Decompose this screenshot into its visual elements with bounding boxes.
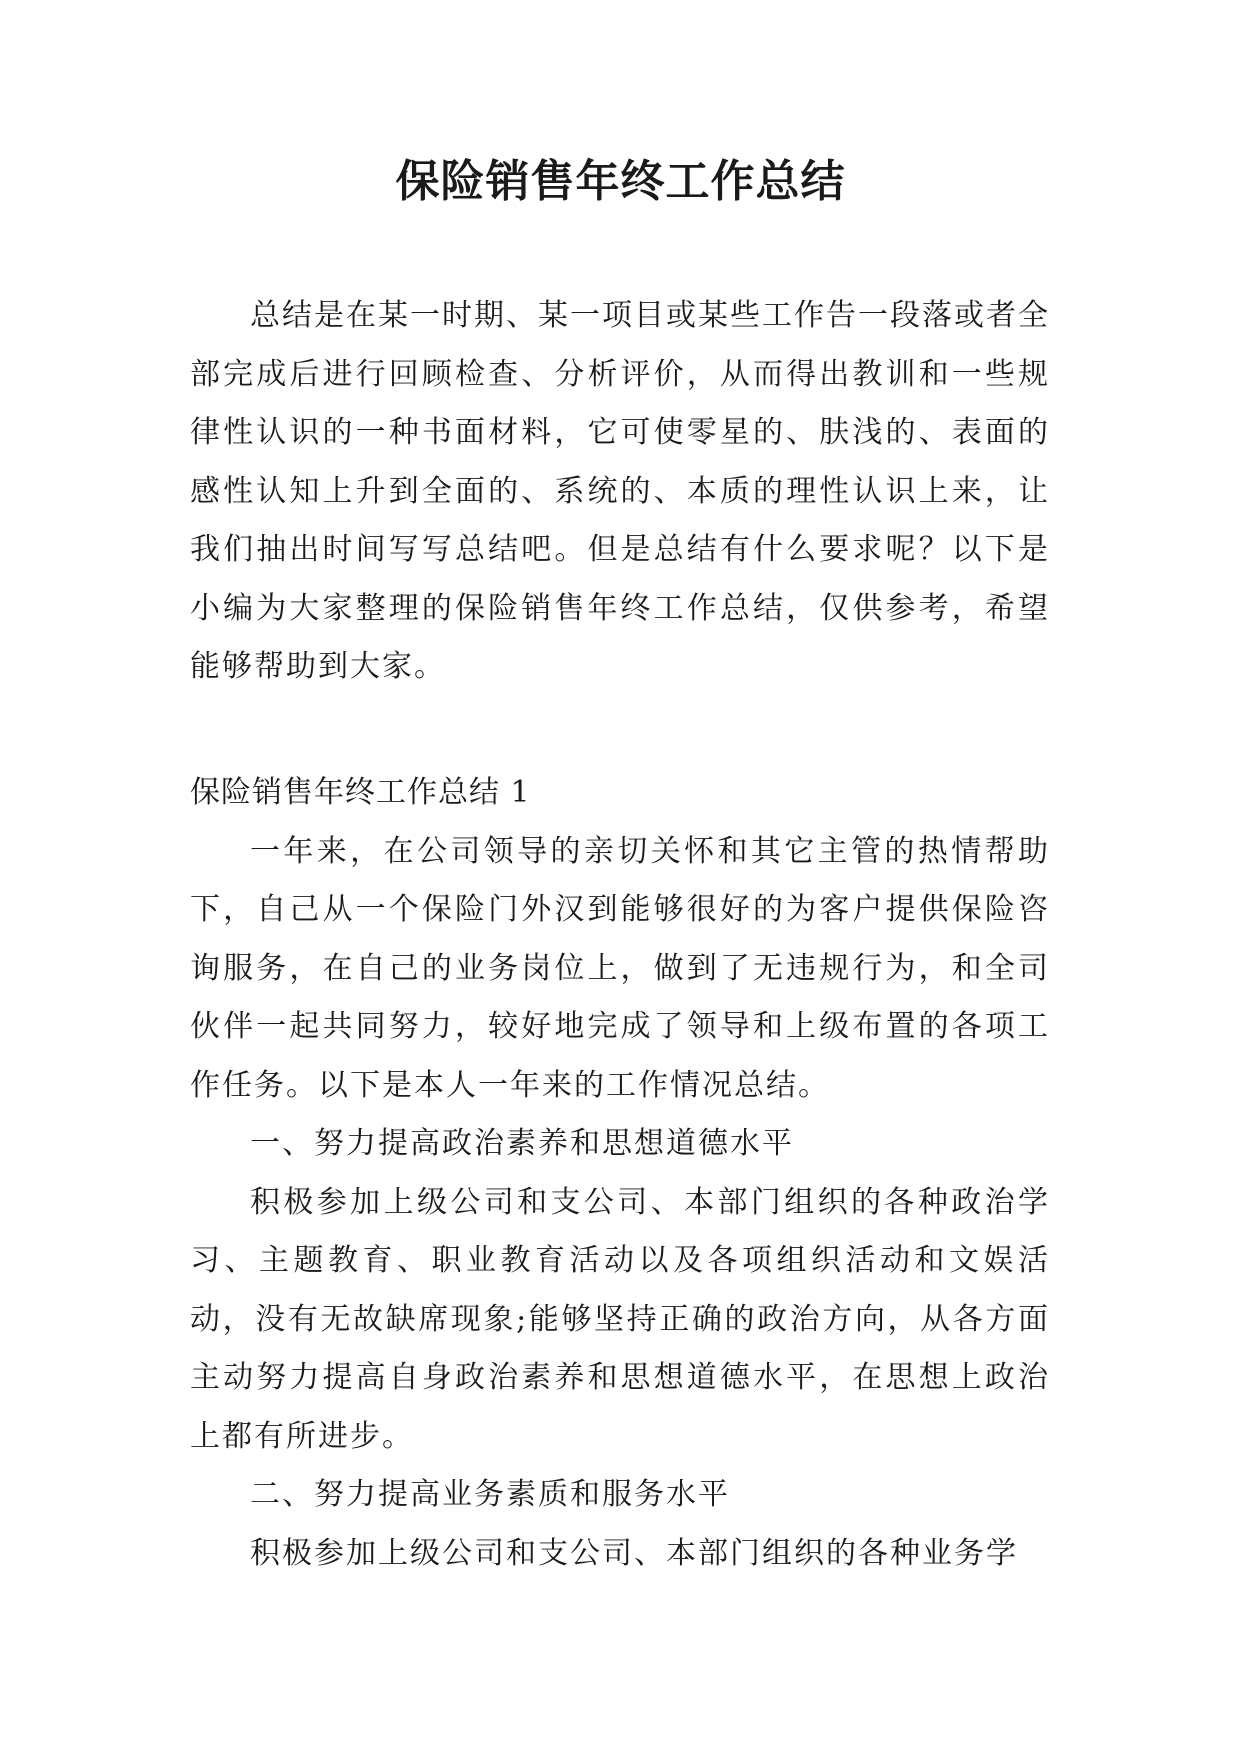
section-paragraph-3: 积极参加上级公司和支公司、本部门组织的各种业务学 bbox=[250, 1535, 1018, 1571]
section-heading-2: 二、努力提高业务素质和服务水平 bbox=[250, 1477, 730, 1512]
section-paragraph-2: 积极参加上级公司和支公司、本部门组织的各种政治学习、主题教育、职业教育活动以及各项组织活动和文娱活动，没有无故缺席现象;能够坚持正确的政治方向，从各方面主动努力提高自身政治素养和思想道德水平，在思想上政治上都有所进步。 bbox=[190, 1184, 1050, 1454]
section-block bbox=[190, 764, 1050, 1583]
section-paragraph-1: 一年来，在公司领导的亲切关怀和其它主管的热情帮助下，自己从一个保险门外汉到能够很好的为客户提供保险咨询服务，在自己的业务岗位上，做到了无违规行为，和全司伙伴一起共同努力，较好地完成了领导和上级布置的各项工作任务。以下是本人一年来的工作情况总结。 bbox=[190, 833, 1050, 1103]
section-heading-1: 一、努力提高政治素养和思想道德水平 bbox=[250, 1126, 794, 1161]
document-title: 保险销售年终工作总结 bbox=[395, 156, 846, 207]
section-title: 保险销售年终工作总结 1 bbox=[190, 775, 531, 810]
intro-block bbox=[190, 287, 1050, 697]
intro-paragraph: 总结是在某一时期、某一项目或某些工作告一段落或者全部完成后进行回顾检查、分析评价，从而得出教训和一些规律性认识的一种书面材料，它可使零星的、肤浅的、表面的感性认知上升到全面的、系统的、本质的理性认识上来，让我们抽出时间写写总结吧。但是总结有什么要求呢？以下是小编为大家整理的保险销售年终工作总结，仅供参考，希望能够帮助到大家。 bbox=[190, 298, 1050, 684]
